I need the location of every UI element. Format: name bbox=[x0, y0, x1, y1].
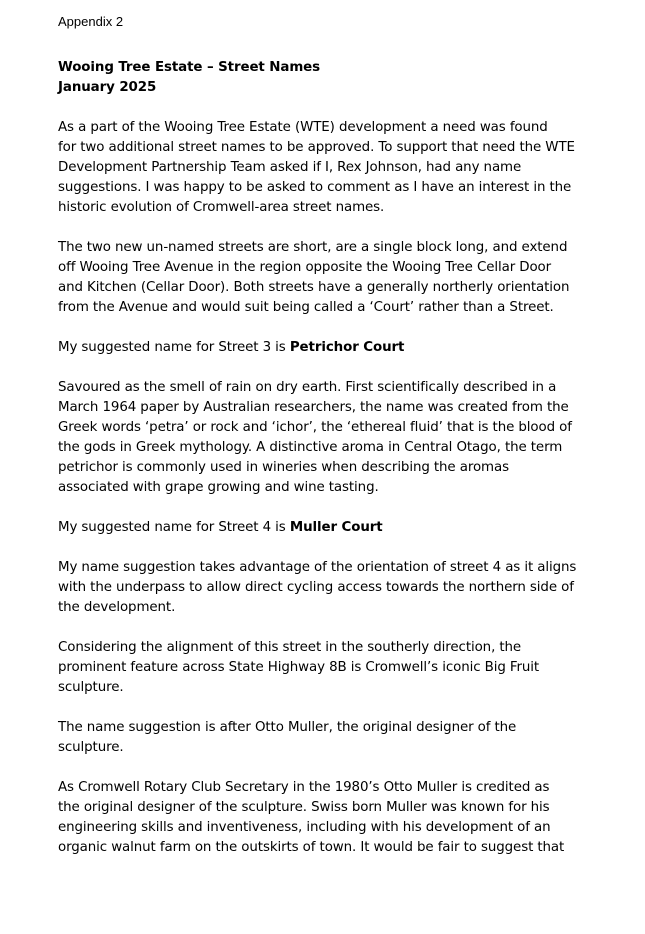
text-line: sculpture. bbox=[58, 680, 124, 695]
paragraph-street4-suggestion bbox=[58, 518, 598, 538]
text-line: As Cromwell Rotary Club Secretary in the 1980’s Otto Muller is credited as bbox=[58, 780, 550, 795]
text-line: petrichor is commonly used in wineries when describing the aromas bbox=[58, 460, 509, 475]
text-line: Greek words ‘petra’ or rock and ‘ichor’, the ‘ethereal fluid’ that is the blood of bbox=[58, 420, 572, 435]
text-line: the original designer of the sculpture. Swiss born Muller was known for his bbox=[58, 800, 550, 815]
street4-prefix: My suggested name for Street 4 is bbox=[58, 520, 290, 535]
text-line: for two additional street names to be approved. To support that need the WTE bbox=[58, 140, 575, 155]
text-line: the gods in Greek mythology. A distinctive aroma in Central Otago, the term bbox=[58, 440, 563, 455]
paragraph-orientation bbox=[58, 558, 598, 618]
text-line: Development Partnership Team asked if I, Rex Johnson, had any name bbox=[58, 160, 522, 175]
paragraph-petrichor bbox=[58, 378, 598, 498]
street3-prefix: My suggested name for Street 3 is bbox=[58, 340, 290, 355]
paragraph-rotary bbox=[58, 778, 598, 858]
date-line: January 2025 bbox=[58, 80, 157, 95]
text-line: from the Avenue and would suit being called a ‘Court’ rather than a Street. bbox=[58, 300, 554, 315]
text-line: The name suggestion is after Otto Muller, the original designer of the bbox=[58, 720, 517, 735]
paragraph-streets bbox=[58, 238, 598, 318]
paragraph-alignment bbox=[58, 638, 598, 698]
text-line: March 1964 paper by Australian researchers, the name was created from the bbox=[58, 400, 569, 415]
text-line: sculpture. bbox=[58, 740, 124, 755]
text-line: suggestions. I was happy to be asked to comment as I have an interest in the bbox=[58, 180, 572, 195]
text-line: off Wooing Tree Avenue in the region opposite the Wooing Tree Cellar Door bbox=[58, 260, 552, 275]
text-line: Savoured as the smell of rain on dry earth. First scientifically described in a bbox=[58, 380, 557, 395]
text-line: associated with grape growing and wine tasting. bbox=[58, 480, 379, 495]
text-line: My name suggestion takes advantage of the orientation of street 4 as it aligns bbox=[58, 560, 577, 575]
appendix-label: Appendix 2 bbox=[58, 14, 124, 29]
text-line: The two new un-named streets are short, are a single block long, and extend bbox=[58, 240, 568, 255]
text-line bbox=[58, 338, 598, 358]
text-line: Considering the alignment of this street in the southerly direction, the bbox=[58, 640, 522, 655]
text-line: engineering skills and inventiveness, including with his development of an bbox=[58, 820, 551, 835]
text-line: the development. bbox=[58, 600, 176, 615]
text-line: with the underpass to allow direct cycling access towards the northern side of bbox=[58, 580, 574, 595]
street4-name: Muller Court bbox=[289, 520, 383, 535]
street3-name: Petrichor Court bbox=[289, 340, 405, 355]
text-line: and Kitchen (Cellar Door). Both streets have a generally northerly orientation bbox=[58, 280, 570, 295]
paragraph-otto-muller bbox=[58, 718, 598, 758]
title-line: Wooing Tree Estate – Street Names bbox=[58, 60, 321, 75]
text-line: As a part of the Wooing Tree Estate (WTE) development a need was found bbox=[58, 120, 548, 135]
text-line bbox=[58, 518, 598, 538]
paragraph-intro bbox=[58, 118, 598, 218]
document-title bbox=[58, 58, 598, 98]
paragraph-street3-suggestion bbox=[58, 338, 598, 358]
text-line: organic walnut farm on the outskirts of town. It would be fair to suggest that bbox=[58, 840, 565, 855]
text-line: historic evolution of Cromwell-area street names. bbox=[58, 200, 385, 215]
document-body bbox=[58, 58, 598, 878]
text-line: prominent feature across State Highway 8B is Cromwell’s iconic Big Fruit bbox=[58, 660, 540, 675]
